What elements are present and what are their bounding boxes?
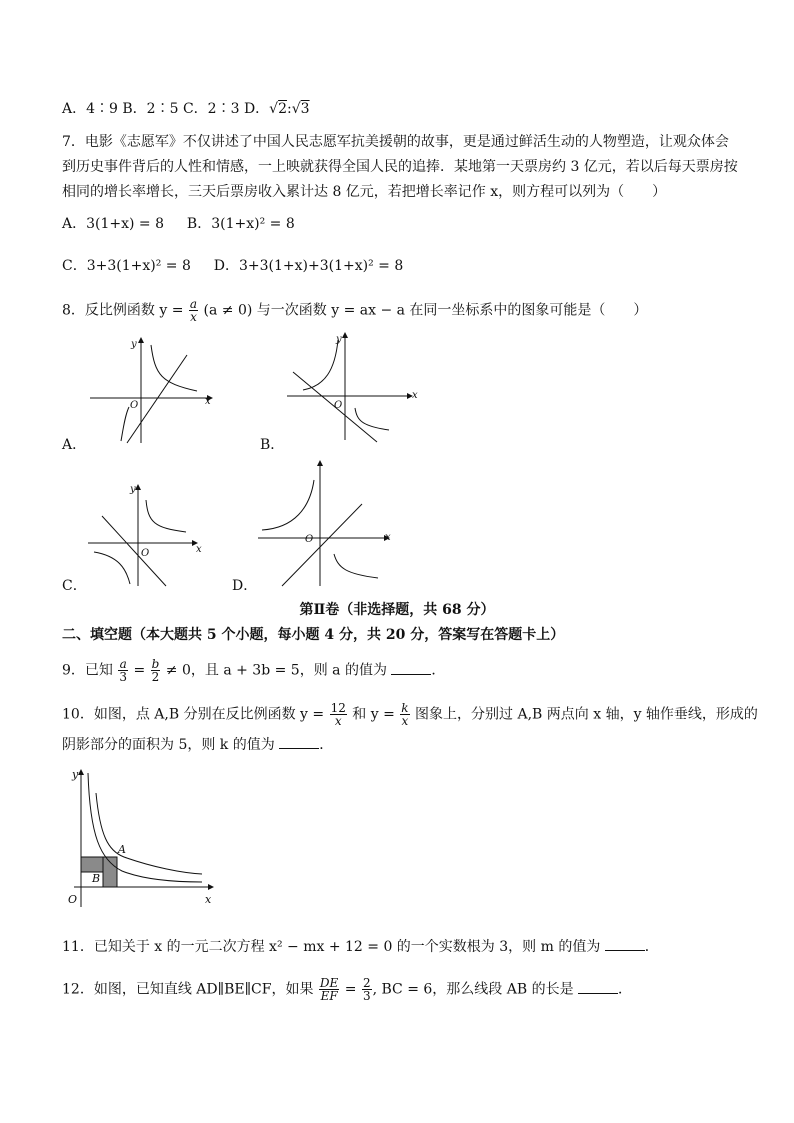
q10-text: 图象上，分别过 A,B 两点向 x 轴，y 轴作垂线，形成的 <box>415 706 758 723</box>
q10-fig-b: B <box>92 872 101 885</box>
q10-fraction-k: $\frac{k}{x}$ <box>401 701 409 728</box>
q8-a-y-label: y <box>131 339 137 350</box>
section-subtitle: 二、填空题（本大题共 5 个小题，每小题 4 分，共 20 分，答案写在答题卡上） <box>62 627 565 643</box>
q11-end: ． <box>644 939 659 955</box>
q8-stem <box>62 298 647 323</box>
q8-fraction: $\frac{a}{x}$ <box>189 297 198 324</box>
q10-line2-text: 阴影部分的面积为 5，则 k 的值为 <box>62 737 275 753</box>
q6-option-b: B．2∶5 <box>122 101 179 117</box>
q9-answer-blank[interactable] <box>391 662 431 675</box>
q10-fig-y: y <box>72 768 79 781</box>
q8-a-x-label: x <box>205 396 211 407</box>
q8-b-y-label: y <box>336 334 342 345</box>
q11-text: 11．已知关于 x 的一元二次方程 x² − mx + 12 = 0 的一个实数根为 3，则 m 的值为 <box>62 939 601 955</box>
q12-prefix: 12．如图，已知直线 AD∥BE∥CF，如果 <box>62 981 314 998</box>
q7-line3: 相同的增长率增长，三天后票房收入累计达 8 亿元，若把增长率记作 x，则方程可以列为（ ） <box>62 184 667 200</box>
q6-options <box>62 100 310 118</box>
q7-options-row2 <box>62 257 403 275</box>
q8-text: (a ≠ 0) 与一次函数 y = ax − a 在同一坐标系中的图象可能是（ ） <box>203 302 648 319</box>
q6-option-d: D． <box>243 101 270 117</box>
q10-line1 <box>62 702 758 727</box>
q12-fraction-de-ef: $\frac{DE}{EF}$ <box>319 976 339 1003</box>
q8-label-b: B． <box>260 437 285 453</box>
q11 <box>62 938 659 956</box>
q11-answer-blank[interactable] <box>605 938 645 951</box>
q6-option-a: A．4∶9 <box>62 101 118 117</box>
q6-option-c: C．2∶3 <box>182 101 240 117</box>
q12-text: , BC = 6，那么线段 AB 的长是 <box>372 981 574 998</box>
q9-eq: = <box>133 662 146 679</box>
q8-graph-c <box>88 478 208 588</box>
q10-fig-o: O <box>68 893 78 906</box>
q9-fraction-b: $\frac{b}{2}$ <box>151 657 160 684</box>
q8-c-y-label: y <box>130 484 136 495</box>
q7-line1: 7．电影《志愿军》不仅讲述了中国人民志愿军抗美援朝的故事，更是通过鲜活生动的人物塑造，让观众体会 <box>62 134 729 150</box>
q9-fraction-a: $\frac{a}{3}$ <box>119 657 128 684</box>
q8-c-origin: O <box>141 548 150 559</box>
q10-fig-x: x <box>205 893 212 906</box>
q12-eq: = <box>344 981 357 998</box>
q8-a-origin: O <box>130 400 139 411</box>
q10-answer-blank[interactable] <box>279 736 319 749</box>
q8-graph-a <box>85 335 225 445</box>
q12-answer-blank[interactable] <box>578 981 618 994</box>
q8-c-x-label: x <box>196 544 202 555</box>
q10-prefix: 10．如图，点 A,B 分别在反比例函数 y = <box>62 706 325 723</box>
q8-d-origin: O <box>305 534 314 545</box>
q7-options-row1 <box>62 215 295 233</box>
q10-fig-a: A <box>118 843 126 856</box>
q12-fraction-2-3: $\frac{2}{3}$ <box>362 976 371 1003</box>
q8-label-d: D． <box>232 578 258 594</box>
q8-graph-d <box>258 458 398 588</box>
q9 <box>62 658 445 683</box>
q12-end: ． <box>618 981 633 998</box>
q8-label-c: C． <box>62 578 87 594</box>
q9-prefix: 9．已知 <box>62 662 113 679</box>
q7-option-b: B．3(1+x)² = 8 <box>186 216 295 232</box>
q9-end: ． <box>431 662 446 679</box>
q8-prefix: 8．反比例函数 y = <box>62 302 184 319</box>
q8-label-a: A． <box>62 437 87 453</box>
q10-figure <box>62 765 222 910</box>
q7-option-a: A．3(1+x) = 8 <box>62 216 165 232</box>
q8-graph-b <box>285 330 425 442</box>
q7-line2: 到历史事件背后的人性和情感，一上映就获得全国人民的追捧．某地第一天票房约 3 亿元，若以后每天票房按 <box>62 159 738 175</box>
q7-option-c: C．3+3(1+x)² = 8 <box>62 258 191 274</box>
q7-option-d: D．3+3(1+x)+3(1+x)² = 8 <box>213 258 404 274</box>
q10-mid: 和 y = <box>352 706 395 723</box>
q9-text: ≠ 0，且 a + 3b = 5，则 a 的值为 <box>165 662 387 679</box>
q10-fraction-12: $\frac{12}{x}$ <box>330 701 346 728</box>
q10-line2 <box>62 736 333 754</box>
q12 <box>62 977 632 1002</box>
sqrt2-ratio-icon: √2:√3 <box>269 101 310 117</box>
q8-d-x-label: x <box>385 532 391 543</box>
section-title: 第Ⅱ卷（非选择题，共 68 分） <box>299 602 495 618</box>
q10-end: ． <box>319 737 334 753</box>
q8-b-origin: O <box>334 400 343 411</box>
q8-b-x-label: x <box>412 390 418 401</box>
